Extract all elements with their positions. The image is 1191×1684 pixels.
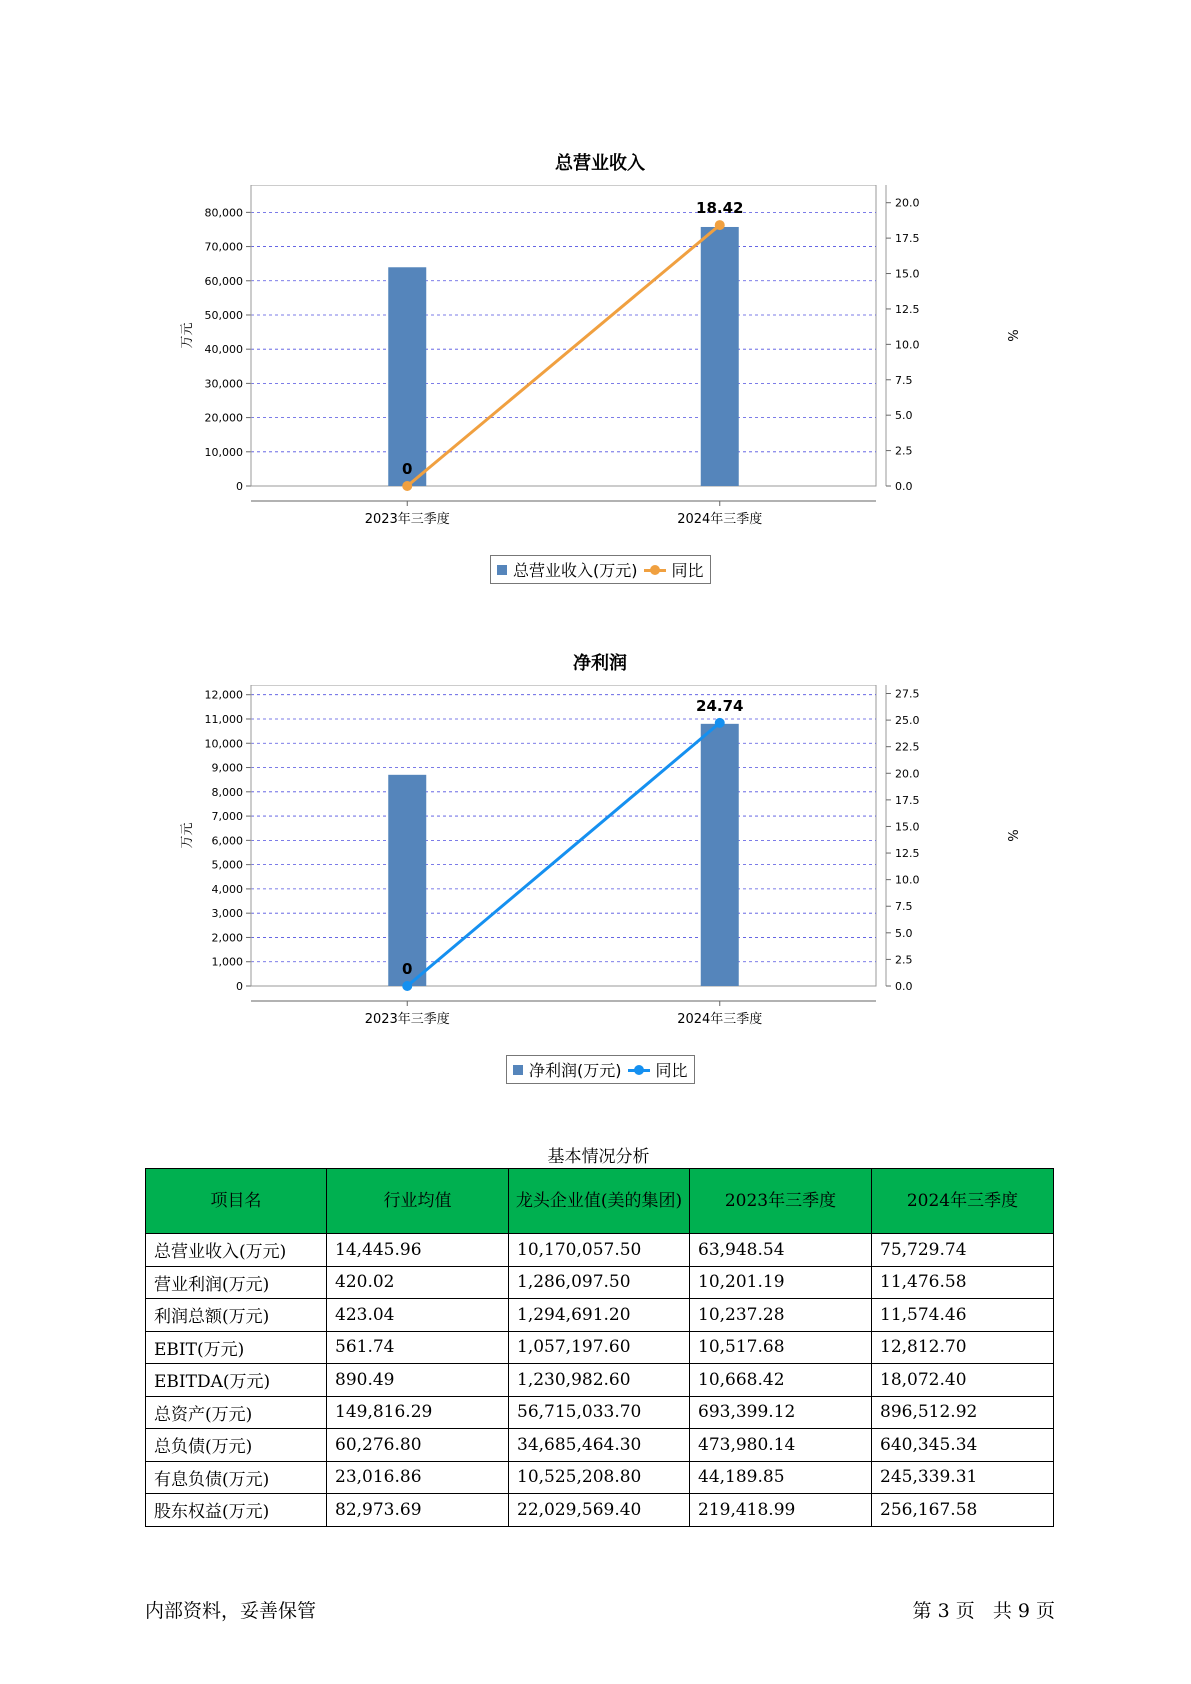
- value-cell: 82,973.69: [327, 1494, 509, 1527]
- column-header: 行业均值: [327, 1169, 509, 1234]
- table-row: [146, 1266, 1054, 1299]
- value-cell: 34,685,464.30: [509, 1429, 690, 1462]
- row-label-cell: 利润总额(万元): [146, 1299, 327, 1332]
- y2-tick-label: 20.0: [895, 767, 920, 781]
- y2-tick-label: 7.5: [895, 373, 913, 387]
- y-tick-label: 80,000: [204, 206, 243, 220]
- table-row: [146, 1461, 1054, 1494]
- y-tick-label: 6,000: [211, 834, 243, 848]
- data-label: 0: [402, 460, 413, 478]
- table-row: [146, 1234, 1054, 1267]
- line-point: [402, 481, 412, 491]
- y-tick-label: 1,000: [211, 955, 243, 969]
- revenue-chart: [140, 145, 1060, 595]
- table-row: [146, 1299, 1054, 1332]
- data-label: 18.42: [696, 199, 744, 218]
- y2-tick-label: 7.5: [895, 900, 913, 914]
- footer-left: 内部资料，妥善保管: [145, 1600, 317, 1622]
- y2-tick-label: 10.0: [895, 338, 920, 352]
- y2-tick-label: 15.0: [895, 820, 920, 834]
- table-header-row: [146, 1169, 1054, 1234]
- y2-tick-label: 0.0: [895, 480, 913, 493]
- y-tick-label: 0: [236, 980, 243, 993]
- y-axis-title: 万元: [180, 822, 195, 849]
- column-header: 2024年三季度: [872, 1169, 1054, 1234]
- value-cell: 1,230,982.60: [509, 1364, 690, 1397]
- line-point: [715, 220, 725, 230]
- data-label: 0: [402, 960, 413, 978]
- value-cell: 245,339.31: [872, 1461, 1054, 1494]
- table-caption: 基本情况分析: [547, 1147, 650, 1167]
- y-tick-label: 3,000: [211, 907, 243, 921]
- row-label-cell: 总负债(万元): [146, 1429, 327, 1462]
- y-tick-label: 12,000: [204, 688, 243, 702]
- y-axis-title: 万元: [180, 322, 195, 349]
- y2-tick-label: 27.5: [895, 687, 920, 701]
- value-cell: 896,512.92: [872, 1396, 1054, 1429]
- value-cell: 473,980.14: [690, 1429, 872, 1462]
- value-cell: 10,525,208.80: [509, 1461, 690, 1494]
- y-tick-label: 10,000: [204, 737, 243, 751]
- value-cell: 56,715,033.70: [509, 1396, 690, 1429]
- y2-axis-title: %: [1004, 829, 1019, 842]
- y2-tick-label: 2.5: [895, 953, 913, 967]
- line-legend-label: 同比: [655, 1061, 688, 1080]
- y-tick-label: 0: [236, 480, 243, 493]
- row-label-cell: 营业利润(万元): [146, 1266, 327, 1299]
- value-cell: 1,294,691.20: [509, 1299, 690, 1332]
- bar-legend-label: 净利润(万元): [529, 1061, 622, 1080]
- value-cell: 10,237.28: [690, 1299, 872, 1332]
- row-label-cell: EBIT(万元): [146, 1331, 327, 1364]
- bar: [701, 724, 739, 986]
- value-cell: 14,445.96: [327, 1234, 509, 1267]
- data-label: 24.74: [696, 696, 744, 715]
- bar-legend-swatch: [497, 565, 507, 575]
- value-cell: 10,668.42: [690, 1364, 872, 1397]
- net-profit-chart: [140, 645, 1060, 1095]
- y-tick-label: 2,000: [211, 931, 243, 945]
- value-cell: 44,189.85: [690, 1461, 872, 1494]
- table-row: [146, 1364, 1054, 1397]
- y2-tick-label: 5.0: [895, 926, 913, 940]
- value-cell: 63,948.54: [690, 1234, 872, 1267]
- table-row: [146, 1494, 1054, 1527]
- value-cell: 22,029,569.40: [509, 1494, 690, 1527]
- row-label-cell: EBITDA(万元): [146, 1364, 327, 1397]
- table-body: [146, 1234, 1054, 1527]
- y-tick-label: 5,000: [211, 858, 243, 872]
- value-cell: 420.02: [327, 1266, 509, 1299]
- y2-axis-title: %: [1004, 329, 1019, 342]
- value-cell: 11,476.58: [872, 1266, 1054, 1299]
- value-cell: 60,276.80: [327, 1429, 509, 1462]
- y2-tick-label: 10.0: [895, 873, 920, 887]
- y-tick-label: 40,000: [204, 343, 243, 357]
- y-tick-label: 20,000: [204, 411, 243, 425]
- y-tick-label: 60,000: [204, 274, 243, 288]
- value-cell: 640,345.34: [872, 1429, 1054, 1462]
- row-label-cell: 股东权益(万元): [146, 1494, 327, 1527]
- y-tick-label: 70,000: [204, 240, 243, 254]
- value-cell: 561.74: [327, 1331, 509, 1364]
- value-cell: 1,057,197.60: [509, 1331, 690, 1364]
- table-row: [146, 1396, 1054, 1429]
- x-tick-label: 2023年三季度: [364, 512, 450, 527]
- y2-tick-label: 12.5: [895, 302, 920, 316]
- chart-legend: [490, 555, 711, 584]
- footer-page-number: 第 3 页 共 9 页: [912, 1600, 1055, 1622]
- value-cell: 10,201.19: [690, 1266, 872, 1299]
- column-header: 龙头企业值(美的集团): [509, 1169, 690, 1234]
- y-tick-label: 9,000: [211, 761, 243, 775]
- value-cell: 1,286,097.50: [509, 1266, 690, 1299]
- y2-tick-label: 12.5: [895, 847, 920, 861]
- net-profit-chart-plot: [140, 685, 1060, 1065]
- y-tick-label: 8,000: [211, 785, 243, 799]
- y-tick-label: 7,000: [211, 810, 243, 824]
- value-cell: 12,812.70: [872, 1331, 1054, 1364]
- line-legend-marker: [628, 1065, 650, 1075]
- value-cell: 693,399.12: [690, 1396, 872, 1429]
- y2-tick-label: 15.0: [895, 267, 920, 281]
- value-cell: 890.49: [327, 1364, 509, 1397]
- plot-area: [251, 685, 876, 986]
- value-cell: 10,517.68: [690, 1331, 872, 1364]
- y2-tick-label: 20.0: [895, 196, 920, 210]
- table-row: [146, 1331, 1054, 1364]
- y-tick-label: 4,000: [211, 882, 243, 896]
- chart-legend: [506, 1055, 695, 1084]
- x-tick-label: 2024年三季度: [677, 1012, 763, 1027]
- y2-tick-label: 22.5: [895, 740, 920, 754]
- column-header: 2023年三季度: [690, 1169, 872, 1234]
- y-tick-label: 11,000: [204, 712, 243, 726]
- y2-tick-label: 2.5: [895, 444, 913, 458]
- row-label-cell: 总营业收入(万元): [146, 1234, 327, 1267]
- line-legend-label: 同比: [671, 561, 704, 580]
- value-cell: 423.04: [327, 1299, 509, 1332]
- y-tick-label: 50,000: [204, 308, 243, 322]
- value-cell: 75,729.74: [872, 1234, 1054, 1267]
- value-cell: 23,016.86: [327, 1461, 509, 1494]
- bar: [388, 775, 426, 986]
- y2-tick-label: 0.0: [895, 980, 913, 993]
- value-cell: 256,167.58: [872, 1494, 1054, 1527]
- x-tick-label: 2023年三季度: [364, 1012, 450, 1027]
- value-cell: 10,170,057.50: [509, 1234, 690, 1267]
- table-row: [146, 1429, 1054, 1462]
- chart-title: 总营业收入: [555, 153, 645, 174]
- line-legend-marker: [644, 565, 666, 575]
- y-tick-label: 10,000: [204, 445, 243, 459]
- row-label-cell: 有息负债(万元): [146, 1461, 327, 1494]
- chart-title: 净利润: [573, 653, 627, 674]
- value-cell: 149,816.29: [327, 1396, 509, 1429]
- revenue-chart-plot: [140, 185, 1060, 565]
- y-tick-label: 30,000: [204, 377, 243, 391]
- bar-legend-label: 总营业收入(万元): [513, 561, 638, 580]
- row-label-cell: 总资产(万元): [146, 1396, 327, 1429]
- y2-tick-label: 25.0: [895, 714, 920, 728]
- line-point: [715, 718, 725, 728]
- column-header: 项目名: [146, 1169, 327, 1234]
- plot-area: [251, 185, 876, 486]
- value-cell: 18,072.40: [872, 1364, 1054, 1397]
- x-tick-label: 2024年三季度: [677, 512, 763, 527]
- value-cell: 219,418.99: [690, 1494, 872, 1527]
- bar: [701, 227, 739, 486]
- y2-tick-label: 17.5: [895, 793, 920, 807]
- bar-legend-swatch: [513, 1065, 523, 1075]
- line-point: [402, 981, 412, 991]
- basic-analysis-table: [145, 1168, 1054, 1527]
- y2-tick-label: 5.0: [895, 409, 913, 423]
- y2-tick-label: 17.5: [895, 232, 920, 246]
- bar: [388, 267, 426, 486]
- value-cell: 11,574.46: [872, 1299, 1054, 1332]
